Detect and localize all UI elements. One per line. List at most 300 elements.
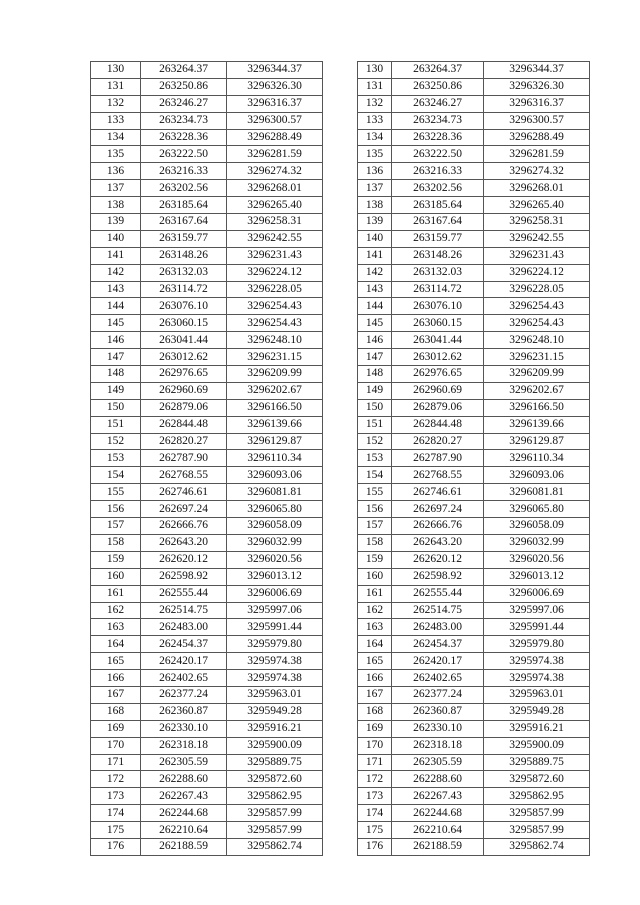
x-coordinate-cell: 262454.37: [141, 636, 227, 653]
x-coordinate-cell: 263202.56: [392, 180, 484, 197]
x-coordinate-cell: 263228.36: [141, 129, 227, 146]
table-row: [91, 838, 323, 855]
point-number-cell: 136: [91, 163, 141, 180]
point-number-cell: 172: [91, 771, 141, 788]
y-coordinate-cell: 3295974.38: [484, 670, 590, 687]
point-number-cell: 131: [358, 78, 392, 95]
y-coordinate-cell: 3296013.12: [227, 568, 323, 585]
coordinate-table-left: [90, 61, 323, 856]
table-row: [358, 686, 590, 703]
y-coordinate-cell: 3296058.09: [227, 518, 323, 535]
coordinate-table-left-body: [91, 62, 323, 856]
y-coordinate-cell: 3295862.95: [484, 788, 590, 805]
table-row: [91, 619, 323, 636]
point-number-cell: 170: [358, 737, 392, 754]
x-coordinate-cell: 262666.76: [141, 518, 227, 535]
x-coordinate-cell: 262820.27: [392, 433, 484, 450]
x-coordinate-cell: 262820.27: [141, 433, 227, 450]
point-number-cell: 167: [91, 686, 141, 703]
y-coordinate-cell: 3296242.55: [484, 230, 590, 247]
x-coordinate-cell: 263246.27: [141, 95, 227, 112]
y-coordinate-cell: 3296065.80: [484, 501, 590, 518]
table-row: [91, 214, 323, 231]
y-coordinate-cell: 3295900.09: [484, 737, 590, 754]
y-coordinate-cell: 3295916.21: [484, 720, 590, 737]
y-coordinate-cell: 3295997.06: [484, 602, 590, 619]
point-number-cell: 151: [358, 416, 392, 433]
point-number-cell: 165: [358, 653, 392, 670]
y-coordinate-cell: 3296006.69: [484, 585, 590, 602]
y-coordinate-cell: 3295974.38: [227, 670, 323, 687]
point-number-cell: 146: [358, 332, 392, 349]
y-coordinate-cell: 3296281.59: [227, 146, 323, 163]
point-number-cell: 135: [358, 146, 392, 163]
x-coordinate-cell: 263012.62: [141, 349, 227, 366]
x-coordinate-cell: 262746.61: [392, 484, 484, 501]
point-number-cell: 137: [91, 180, 141, 197]
y-coordinate-cell: 3296248.10: [227, 332, 323, 349]
point-number-cell: 149: [91, 382, 141, 399]
y-coordinate-cell: 3295916.21: [227, 720, 323, 737]
y-coordinate-cell: 3296281.59: [484, 146, 590, 163]
y-coordinate-cell: 3296231.43: [484, 247, 590, 264]
table-row: [358, 534, 590, 551]
table-row: [358, 585, 590, 602]
y-coordinate-cell: 3296258.31: [484, 214, 590, 231]
x-coordinate-cell: 262879.06: [392, 399, 484, 416]
point-number-cell: 141: [358, 247, 392, 264]
x-coordinate-cell: 262244.68: [141, 805, 227, 822]
x-coordinate-cell: 262697.24: [141, 501, 227, 518]
y-coordinate-cell: 3296202.67: [227, 382, 323, 399]
table-row: [91, 518, 323, 535]
x-coordinate-cell: 263250.86: [141, 78, 227, 95]
x-coordinate-cell: 262844.48: [392, 416, 484, 433]
table-row: [91, 180, 323, 197]
x-coordinate-cell: 262288.60: [392, 771, 484, 788]
y-coordinate-cell: 3295979.80: [227, 636, 323, 653]
x-coordinate-cell: 263041.44: [392, 332, 484, 349]
table-row: [91, 585, 323, 602]
point-number-cell: 147: [91, 349, 141, 366]
y-coordinate-cell: 3296228.05: [484, 281, 590, 298]
y-coordinate-cell: 3296316.37: [227, 95, 323, 112]
table-row: [91, 112, 323, 129]
x-coordinate-cell: 263012.62: [392, 349, 484, 366]
point-number-cell: 133: [91, 112, 141, 129]
table-row: [358, 298, 590, 315]
table-row: [358, 95, 590, 112]
point-number-cell: 157: [91, 518, 141, 535]
y-coordinate-cell: 3296032.99: [227, 534, 323, 551]
point-number-cell: 132: [358, 95, 392, 112]
table-row: [358, 636, 590, 653]
table-row: [91, 703, 323, 720]
table-row: [91, 754, 323, 771]
y-coordinate-cell: 3295900.09: [227, 737, 323, 754]
table-row: [91, 737, 323, 754]
table-row: [91, 551, 323, 568]
point-number-cell: 143: [91, 281, 141, 298]
y-coordinate-cell: 3296288.49: [227, 129, 323, 146]
x-coordinate-cell: 263216.33: [392, 163, 484, 180]
point-number-cell: 157: [358, 518, 392, 535]
table-row: [358, 653, 590, 670]
y-coordinate-cell: 3295862.95: [227, 788, 323, 805]
x-coordinate-cell: 263185.64: [392, 197, 484, 214]
table-row: [358, 568, 590, 585]
y-coordinate-cell: 3296065.80: [227, 501, 323, 518]
table-row: [91, 822, 323, 839]
table-row: [358, 349, 590, 366]
point-number-cell: 147: [358, 349, 392, 366]
point-number-cell: 166: [358, 670, 392, 687]
table-row: [358, 163, 590, 180]
table-row: [358, 450, 590, 467]
y-coordinate-cell: 3296288.49: [484, 129, 590, 146]
x-coordinate-cell: 263222.50: [392, 146, 484, 163]
y-coordinate-cell: 3296274.32: [227, 163, 323, 180]
y-coordinate-cell: 3296258.31: [227, 214, 323, 231]
x-coordinate-cell: 262330.10: [141, 720, 227, 737]
point-number-cell: 173: [358, 788, 392, 805]
x-coordinate-cell: 262787.90: [141, 450, 227, 467]
table-row: [358, 197, 590, 214]
point-number-cell: 175: [358, 822, 392, 839]
y-coordinate-cell: 3296081.81: [484, 484, 590, 501]
point-number-cell: 158: [358, 534, 392, 551]
x-coordinate-cell: 263167.64: [141, 214, 227, 231]
y-coordinate-cell: 3296129.87: [484, 433, 590, 450]
y-coordinate-cell: 3296139.66: [484, 416, 590, 433]
point-number-cell: 143: [358, 281, 392, 298]
table-row: [91, 568, 323, 585]
table-row: [358, 670, 590, 687]
table-row: [91, 636, 323, 653]
x-coordinate-cell: 263250.86: [392, 78, 484, 95]
table-row: [358, 619, 590, 636]
point-number-cell: 142: [358, 264, 392, 281]
x-coordinate-cell: 262318.18: [141, 737, 227, 754]
point-number-cell: 158: [91, 534, 141, 551]
x-coordinate-cell: 262555.44: [392, 585, 484, 602]
x-coordinate-cell: 262483.00: [392, 619, 484, 636]
y-coordinate-cell: 3296254.43: [227, 298, 323, 315]
point-number-cell: 152: [91, 433, 141, 450]
x-coordinate-cell: 263167.64: [392, 214, 484, 231]
table-row: [91, 686, 323, 703]
table-row: [358, 433, 590, 450]
y-coordinate-cell: 3296300.57: [227, 112, 323, 129]
point-number-cell: 162: [91, 602, 141, 619]
y-coordinate-cell: 3296209.99: [484, 366, 590, 383]
y-coordinate-cell: 3295889.75: [484, 754, 590, 771]
table-row: [358, 180, 590, 197]
y-coordinate-cell: 3295872.60: [484, 771, 590, 788]
x-coordinate-cell: 263222.50: [141, 146, 227, 163]
point-number-cell: 141: [91, 247, 141, 264]
point-number-cell: 138: [358, 197, 392, 214]
x-coordinate-cell: 262305.59: [392, 754, 484, 771]
y-coordinate-cell: 3296006.69: [227, 585, 323, 602]
point-number-cell: 159: [358, 551, 392, 568]
y-coordinate-cell: 3296231.15: [484, 349, 590, 366]
point-number-cell: 150: [358, 399, 392, 416]
y-coordinate-cell: 3296344.37: [227, 62, 323, 79]
table-row: [358, 805, 590, 822]
table-row: [91, 197, 323, 214]
coordinate-table-right: [357, 61, 590, 856]
table-row: [91, 264, 323, 281]
x-coordinate-cell: 262318.18: [392, 737, 484, 754]
table-row: [91, 805, 323, 822]
table-row: [358, 703, 590, 720]
y-coordinate-cell: 3296129.87: [227, 433, 323, 450]
table-row: [91, 163, 323, 180]
table-row: [358, 602, 590, 619]
point-number-cell: 144: [91, 298, 141, 315]
x-coordinate-cell: 262746.61: [141, 484, 227, 501]
table-row: [358, 281, 590, 298]
point-number-cell: 152: [358, 433, 392, 450]
y-coordinate-cell: 3296344.37: [484, 62, 590, 79]
table-row: [91, 349, 323, 366]
y-coordinate-cell: 3296268.01: [484, 180, 590, 197]
point-number-cell: 148: [358, 366, 392, 383]
x-coordinate-cell: 262420.17: [141, 653, 227, 670]
y-coordinate-cell: 3296032.99: [484, 534, 590, 551]
point-number-cell: 153: [91, 450, 141, 467]
table-row: [91, 653, 323, 670]
x-coordinate-cell: 263114.72: [392, 281, 484, 298]
x-coordinate-cell: 262244.68: [392, 805, 484, 822]
point-number-cell: 154: [358, 467, 392, 484]
table-row: [358, 399, 590, 416]
table-row: [358, 78, 590, 95]
y-coordinate-cell: 3296110.34: [484, 450, 590, 467]
x-coordinate-cell: 262697.24: [392, 501, 484, 518]
x-coordinate-cell: 262976.65: [141, 366, 227, 383]
point-number-cell: 160: [91, 568, 141, 585]
y-coordinate-cell: 3296166.50: [227, 399, 323, 416]
point-number-cell: 139: [358, 214, 392, 231]
table-row: [358, 247, 590, 264]
point-number-cell: 134: [358, 129, 392, 146]
table-row: [358, 62, 590, 79]
table-row: [91, 146, 323, 163]
x-coordinate-cell: 263132.03: [141, 264, 227, 281]
table-row: [358, 112, 590, 129]
point-number-cell: 173: [91, 788, 141, 805]
point-number-cell: 175: [91, 822, 141, 839]
point-number-cell: 132: [91, 95, 141, 112]
y-coordinate-cell: 3295872.60: [227, 771, 323, 788]
y-coordinate-cell: 3296254.43: [227, 315, 323, 332]
table-row: [358, 315, 590, 332]
table-row: [358, 838, 590, 855]
x-coordinate-cell: 263202.56: [141, 180, 227, 197]
y-coordinate-cell: 3296081.81: [227, 484, 323, 501]
y-coordinate-cell: 3296209.99: [227, 366, 323, 383]
y-coordinate-cell: 3296224.12: [484, 264, 590, 281]
point-number-cell: 153: [358, 450, 392, 467]
point-number-cell: 168: [358, 703, 392, 720]
y-coordinate-cell: 3296020.56: [227, 551, 323, 568]
x-coordinate-cell: 263076.10: [141, 298, 227, 315]
point-number-cell: 165: [91, 653, 141, 670]
point-number-cell: 154: [91, 467, 141, 484]
x-coordinate-cell: 262960.69: [141, 382, 227, 399]
y-coordinate-cell: 3296300.57: [484, 112, 590, 129]
point-number-cell: 170: [91, 737, 141, 754]
table-row: [91, 720, 323, 737]
y-coordinate-cell: 3295949.28: [484, 703, 590, 720]
point-number-cell: 161: [358, 585, 392, 602]
table-row: [358, 484, 590, 501]
table-row: [91, 602, 323, 619]
x-coordinate-cell: 262360.87: [141, 703, 227, 720]
table-row: [358, 788, 590, 805]
table-row: [358, 771, 590, 788]
x-coordinate-cell: 262210.64: [141, 822, 227, 839]
x-coordinate-cell: 262402.65: [392, 670, 484, 687]
point-number-cell: 164: [358, 636, 392, 653]
point-number-cell: 155: [358, 484, 392, 501]
point-number-cell: 131: [91, 78, 141, 95]
point-number-cell: 176: [358, 838, 392, 855]
y-coordinate-cell: 3295974.38: [227, 653, 323, 670]
x-coordinate-cell: 262768.55: [392, 467, 484, 484]
point-number-cell: 155: [91, 484, 141, 501]
x-coordinate-cell: 262787.90: [392, 450, 484, 467]
y-coordinate-cell: 3295862.74: [227, 838, 323, 855]
x-coordinate-cell: 263114.72: [141, 281, 227, 298]
table-row: [91, 670, 323, 687]
table-row: [91, 382, 323, 399]
point-number-cell: 171: [91, 754, 141, 771]
x-coordinate-cell: 263159.77: [141, 230, 227, 247]
point-number-cell: 140: [91, 230, 141, 247]
y-coordinate-cell: 3295857.99: [484, 822, 590, 839]
table-row: [358, 332, 590, 349]
y-coordinate-cell: 3296202.67: [484, 382, 590, 399]
table-row: [358, 822, 590, 839]
x-coordinate-cell: 262555.44: [141, 585, 227, 602]
table-row: [91, 484, 323, 501]
table-row: [358, 129, 590, 146]
x-coordinate-cell: 262643.20: [141, 534, 227, 551]
x-coordinate-cell: 262360.87: [392, 703, 484, 720]
x-coordinate-cell: 262377.24: [141, 686, 227, 703]
table-row: [91, 129, 323, 146]
x-coordinate-cell: 262188.59: [141, 838, 227, 855]
table-row: [358, 754, 590, 771]
x-coordinate-cell: 263148.26: [141, 247, 227, 264]
table-row: [91, 230, 323, 247]
x-coordinate-cell: 262976.65: [392, 366, 484, 383]
table-row: [91, 315, 323, 332]
x-coordinate-cell: 263060.15: [392, 315, 484, 332]
x-coordinate-cell: 262210.64: [392, 822, 484, 839]
x-coordinate-cell: 262305.59: [141, 754, 227, 771]
x-coordinate-cell: 262844.48: [141, 416, 227, 433]
x-coordinate-cell: 263148.26: [392, 247, 484, 264]
point-number-cell: 130: [358, 62, 392, 79]
y-coordinate-cell: 3296058.09: [484, 518, 590, 535]
x-coordinate-cell: 263228.36: [392, 129, 484, 146]
point-number-cell: 163: [358, 619, 392, 636]
y-coordinate-cell: 3296224.12: [227, 264, 323, 281]
table-row: [91, 501, 323, 518]
point-number-cell: 171: [358, 754, 392, 771]
y-coordinate-cell: 3295991.44: [227, 619, 323, 636]
point-number-cell: 163: [91, 619, 141, 636]
table-row: [91, 399, 323, 416]
x-coordinate-cell: 262768.55: [141, 467, 227, 484]
y-coordinate-cell: 3295889.75: [227, 754, 323, 771]
point-number-cell: 133: [358, 112, 392, 129]
y-coordinate-cell: 3296265.40: [227, 197, 323, 214]
point-number-cell: 174: [91, 805, 141, 822]
point-number-cell: 169: [91, 720, 141, 737]
coordinate-table-right-body: [358, 62, 590, 856]
point-number-cell: 166: [91, 670, 141, 687]
x-coordinate-cell: 262879.06: [141, 399, 227, 416]
y-coordinate-cell: 3296242.55: [227, 230, 323, 247]
x-coordinate-cell: 262666.76: [392, 518, 484, 535]
x-coordinate-cell: 262330.10: [392, 720, 484, 737]
table-row: [358, 416, 590, 433]
table-row: [358, 146, 590, 163]
x-coordinate-cell: 262620.12: [141, 551, 227, 568]
table-row: [358, 518, 590, 535]
point-number-cell: 139: [91, 214, 141, 231]
table-row: [91, 450, 323, 467]
y-coordinate-cell: 3295963.01: [484, 686, 590, 703]
table-row: [91, 788, 323, 805]
point-number-cell: 136: [358, 163, 392, 180]
table-row: [91, 416, 323, 433]
y-coordinate-cell: 3295857.99: [227, 805, 323, 822]
table-row: [358, 366, 590, 383]
point-number-cell: 145: [91, 315, 141, 332]
y-coordinate-cell: 3295963.01: [227, 686, 323, 703]
table-row: [91, 771, 323, 788]
y-coordinate-cell: 3295949.28: [227, 703, 323, 720]
table-row: [91, 95, 323, 112]
x-coordinate-cell: 262598.92: [392, 568, 484, 585]
table-row: [91, 534, 323, 551]
y-coordinate-cell: 3296265.40: [484, 197, 590, 214]
y-coordinate-cell: 3296110.34: [227, 450, 323, 467]
point-number-cell: 161: [91, 585, 141, 602]
point-number-cell: 164: [91, 636, 141, 653]
table-row: [91, 332, 323, 349]
y-coordinate-cell: 3295857.99: [484, 805, 590, 822]
point-number-cell: 168: [91, 703, 141, 720]
table-row: [358, 214, 590, 231]
point-number-cell: 138: [91, 197, 141, 214]
y-coordinate-cell: 3296274.32: [484, 163, 590, 180]
point-number-cell: 176: [91, 838, 141, 855]
y-coordinate-cell: 3295991.44: [484, 619, 590, 636]
x-coordinate-cell: 263216.33: [141, 163, 227, 180]
x-coordinate-cell: 263159.77: [392, 230, 484, 247]
x-coordinate-cell: 262188.59: [392, 838, 484, 855]
x-coordinate-cell: 262598.92: [141, 568, 227, 585]
x-coordinate-cell: 262288.60: [141, 771, 227, 788]
y-coordinate-cell: 3296254.43: [484, 298, 590, 315]
